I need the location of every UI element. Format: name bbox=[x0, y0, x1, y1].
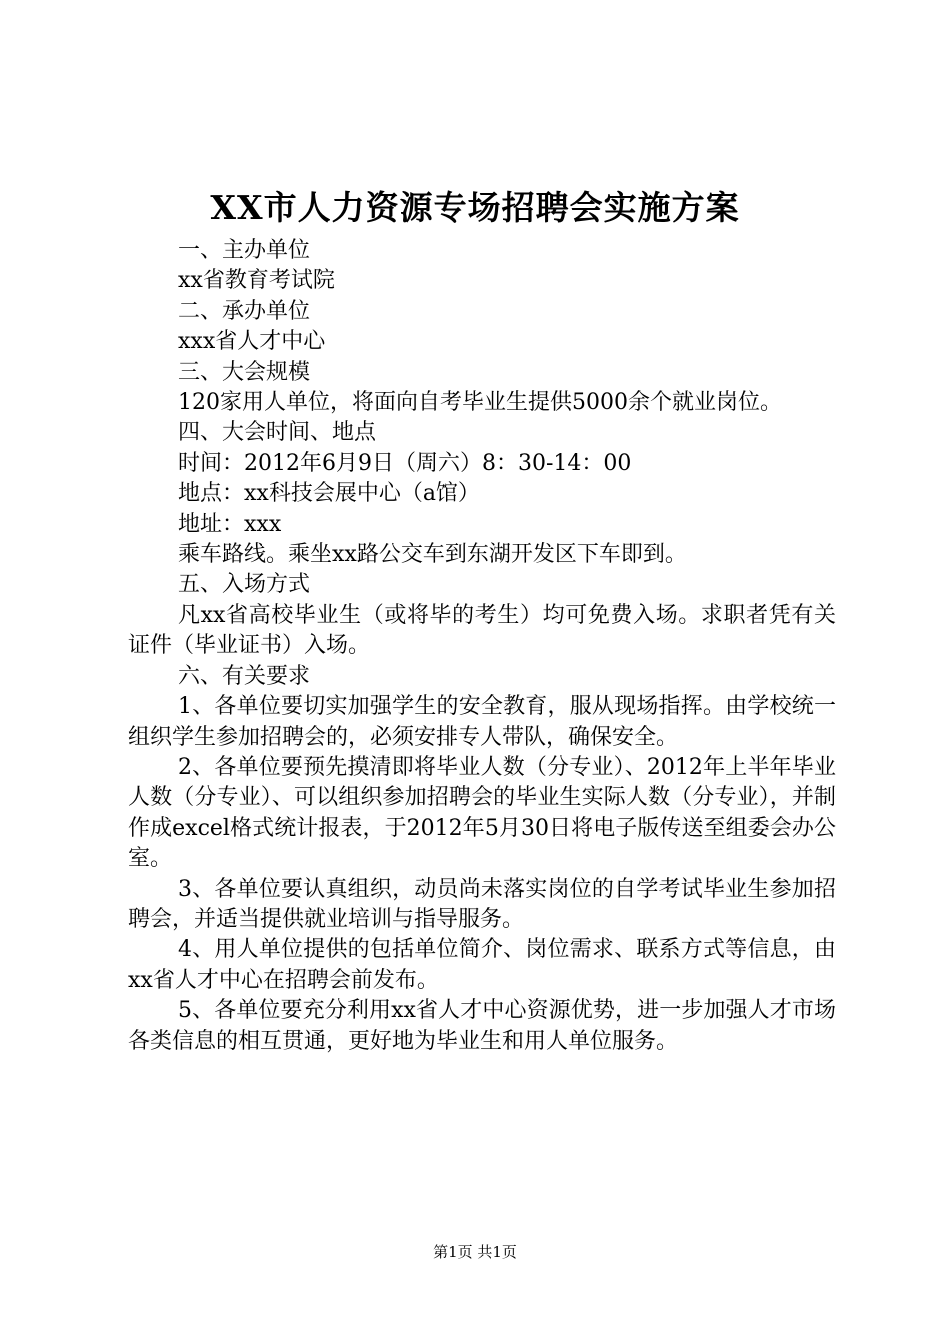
paragraph-admission: 凡xx省高校毕业生（或将毕的考生）均可免费入场。求职者凭有关证件（毕业证书）入场。 bbox=[128, 602, 836, 659]
document-body bbox=[128, 236, 836, 1057]
paragraph-requirement-5: 5、各单位要充分利用xx省人才中心资源优势，进一步加强人才市场各类信息的相互贯通，更好地为毕业生和用人单位服务。 bbox=[128, 998, 836, 1054]
paragraph-scale: 120家用人单位，将面向自考毕业生提供5000余个就业岗位。 bbox=[178, 390, 782, 416]
section-heading-undertaker: 二、承办单位 bbox=[178, 298, 311, 324]
paragraph-requirement-2: 2、各单位要预先摸清即将毕业人数（分专业）、2012年上半年毕业人数（分专业）、可以组织参加招聘会的毕业生实际人数（分专业），并制作成excel格式统计报表，于2012年5月30日将电子版传送至组委会办公室。 bbox=[128, 754, 836, 872]
paragraph-route: 乘车路线。乘坐xx路公交车到东湖开发区下车即到。 bbox=[178, 542, 687, 568]
paragraph-requirement-1: 1、各单位要切实加强学生的安全教育，服从现场指挥。由学校统一组织学生参加招聘会的，必须安排专人带队，确保安全。 bbox=[128, 694, 836, 750]
section-heading-requirements: 六、有关要求 bbox=[178, 663, 311, 689]
paragraph-time: 时间：2012年6月9日（周六）8：30-14：00 bbox=[178, 450, 632, 476]
section-heading-scale: 三、大会规模 bbox=[178, 359, 311, 385]
page-footer: 第1页 共1页 bbox=[433, 1243, 517, 1261]
paragraph-requirement-3: 3、各单位要认真组织，动员尚未落实岗位的自学考试毕业生参加招聘会，并适当提供就业培训与指导服务。 bbox=[128, 876, 836, 932]
paragraph-undertaker: xxx省人才中心 bbox=[178, 329, 326, 355]
paragraph-place: 地点：xx科技会展中心（a馆） bbox=[178, 481, 480, 507]
section-heading-admission: 五、入场方式 bbox=[178, 572, 311, 598]
section-heading-time-place: 四、大会时间、地点 bbox=[178, 420, 377, 446]
section-heading-organizer: 一、主办单位 bbox=[178, 238, 311, 263]
document-title: XX市人力资源专场招聘会实施方案 bbox=[210, 188, 740, 227]
paragraph-address: 地址：xxx bbox=[178, 511, 282, 537]
paragraph-requirement-4: 4、用人单位提供的包括单位简介、岗位需求、联系方式等信息，由xx省人才中心在招聘会前发布。 bbox=[128, 937, 836, 993]
paragraph-organizer: xx省教育考试院 bbox=[178, 268, 335, 294]
